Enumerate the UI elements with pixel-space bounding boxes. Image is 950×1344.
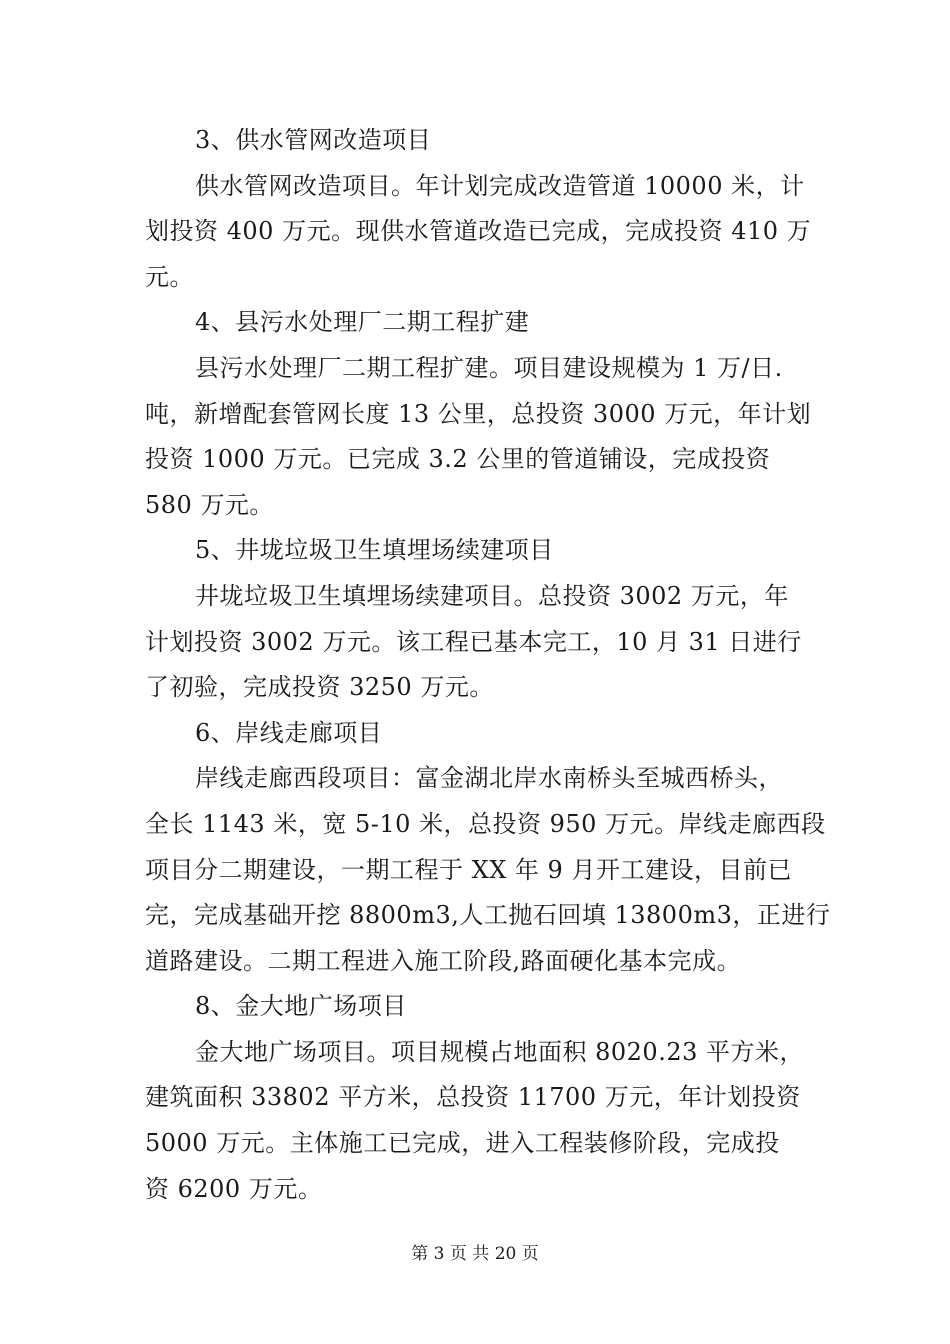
paragraph-line: 井垅垃圾卫生填埋场续建项目。总投资 3002 万元，年 (195, 581, 789, 610)
paragraph-line: 金大地广场项目。项目规模占地面积 8020.23 平方米， (195, 1037, 805, 1066)
paragraph-line: 投资 1000 万元。已完成 3.2 公里的管道铺设，完成投资 (145, 445, 771, 474)
section-sewage-plant (145, 300, 815, 528)
section-shoreline-corridor (145, 711, 831, 985)
paragraph-line: 道路建设。二期工程进入施工阶段,路面硬化基本完成。 (145, 946, 742, 975)
document-body (145, 118, 831, 1212)
paragraph-line: 供水管网改造项目。年计划完成改造管道 10000 米，计 (195, 171, 805, 200)
section-landfill (145, 528, 815, 710)
paragraph-line: 了初验，完成投资 3250 万元。 (145, 673, 494, 702)
section-heading: 4、县污水处理厂二期工程扩建 (195, 308, 530, 337)
paragraph-line: 5000 万元。主体施工已完成，进入工程装修阶段，完成投 (145, 1129, 780, 1158)
section-heading: 8、金大地广场项目 (195, 992, 407, 1021)
paragraph-line: 吨，新增配套管网长度 13 公里，总投资 3000 万元，年计划 (145, 399, 812, 428)
paragraph-line: 资 6200 万元。 (145, 1174, 323, 1203)
paragraph-line: 计划投资 3002 万元。该工程已基本完工，10 月 31 日进行 (145, 627, 802, 656)
section-plaza (145, 984, 815, 1212)
paragraph-line: 全长 1143 米，宽 5-10 米，总投资 950 万元。岸线走廊西段 (145, 809, 826, 838)
paragraph-line: 划投资 400 万元。现供水管道改造已完成，完成投资 410 万 (145, 217, 812, 246)
section-water-supply (145, 118, 815, 300)
section-heading: 5、井垅垃圾卫生填埋场续建项目 (195, 536, 554, 565)
paragraph-line: 580 万元。 (145, 490, 274, 519)
paragraph-line: 元。 (145, 262, 194, 291)
paragraph-line: 岸线走廊西段项目：富金湖北岸水南桥头至城西桥头， (195, 764, 783, 793)
paragraph-line: 完，完成基础开挖 8800m3,人工抛石回填 13800m3，正进行 (145, 901, 831, 930)
paragraph-line: 项目分二期建设，一期工程于 XX 年 9 月开工建设，目前已 (145, 855, 792, 884)
page-footer: 第 3 页 共 20 页 (411, 1244, 539, 1264)
section-heading: 6、岸线走廊项目 (195, 718, 383, 747)
paragraph-line: 县污水处理厂二期工程扩建。项目建设规模为 1 万/日. (195, 353, 783, 382)
section-heading: 3、供水管网改造项目 (195, 126, 432, 154)
paragraph-line: 建筑面积 33802 平方米，总投资 11700 万元，年计划投资 (145, 1083, 801, 1112)
